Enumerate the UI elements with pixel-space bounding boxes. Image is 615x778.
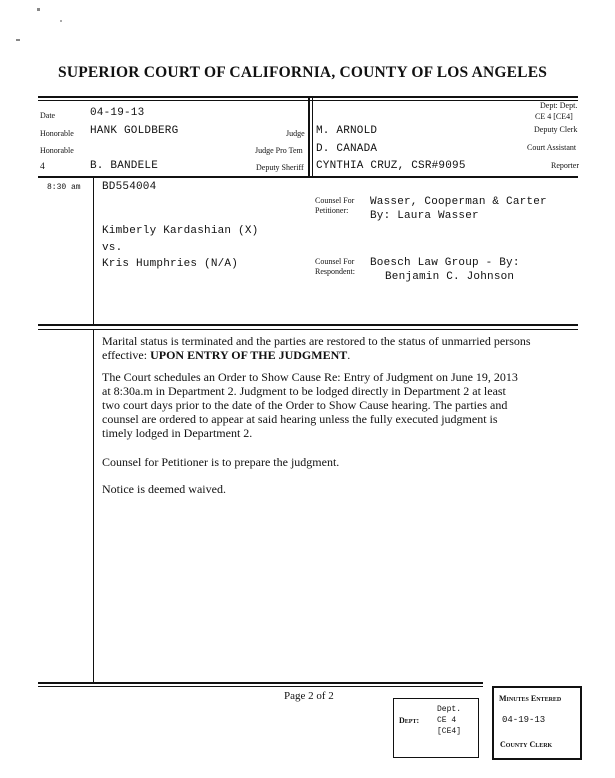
dept-value: CE 4 [CE4] [535, 112, 573, 121]
case-divider [93, 178, 94, 325]
scan-speck [16, 39, 20, 41]
honorable-value: HANK GOLDBERG [90, 125, 179, 137]
body-divider [93, 330, 94, 682]
case-time: 8:30 am [47, 183, 81, 192]
dept-label-1: Dept: [540, 101, 558, 110]
county-clerk-label: County Clerk [500, 740, 553, 749]
court-assistant-label: Court Assistant [527, 143, 577, 152]
dept-label [540, 101, 577, 110]
counsel-petitioner-line-1: Wasser, Cooperman & Carter [370, 196, 547, 208]
counsel-petitioner-label-2: Petitioner: [315, 206, 349, 215]
body-top-rule-thin [38, 329, 578, 330]
body-paragraph-2: The Court schedules an Order to Show Cause Re: Entry of Judgment on June 19, 2013 at 8:30a.m in Department 2. Judgment to be lodged directly in Department 2 at least two court days prior to the date of the Order to Show Cause hearing. The parties and counsel are ordered to appear at said hearing unless the fully executed judgment is timely lodged in Department 2. [102, 370, 518, 440]
judge-label: Judge [286, 129, 305, 138]
body-p1-bold: UPON ENTRY OF THE JUDGMENT [150, 348, 348, 362]
body-paragraph-4: Notice is deemed waived. [102, 482, 226, 496]
case-number: BD554004 [102, 181, 157, 193]
minutes-entered-label: Minutes Entered [499, 694, 562, 703]
deputy-clerk-label: Deputy Clerk [534, 125, 578, 134]
footer-dept-line-3: [CE4] [437, 727, 462, 736]
body-paragraph-3: Counsel for Petitioner is to prepare the judgment. [102, 455, 340, 469]
footer-dept-box [393, 698, 479, 758]
scan-speck [37, 8, 40, 11]
footer-dept-label: Dept: [399, 716, 420, 725]
judge-pro-tem-label: Judge Pro Tem [255, 146, 303, 155]
dept-label-2: Dept. [559, 101, 578, 110]
header-divider-right [312, 96, 313, 176]
header-bottom-rule [38, 176, 578, 178]
footer-top-rule [38, 682, 483, 684]
body-p1-end: . [347, 348, 351, 362]
reporter-value: CYNTHIA CRUZ, CSR#9095 [316, 160, 466, 172]
footer-dept-word: Dept. [437, 705, 462, 714]
counsel-petitioner-label-1: Counsel For [315, 196, 355, 205]
honorable2-label: Honorable [40, 146, 74, 155]
counsel-respondent-label-1: Counsel For [315, 257, 355, 266]
counsel-petitioner-line-2: By: Laura Wasser [370, 210, 479, 222]
footer-dept-line-2: CE 4 [437, 716, 457, 725]
body-paragraph-1 [102, 334, 532, 362]
counsel-respondent-line-2: Benjamin C. Johnson [385, 271, 515, 283]
deputy-clerk-value: M. ARNOLD [316, 125, 378, 137]
petitioner-name: Kimberly Kardashian (X) [102, 225, 259, 237]
honorable-label: Honorable [40, 129, 74, 138]
deputy-sheriff-value: B. BANDELE [90, 160, 159, 172]
dept-number: 4 [40, 162, 45, 172]
page-number: Page 2 of 2 [284, 690, 334, 702]
respondent-name: Kris Humphries (N/A) [102, 258, 239, 270]
body-p1-text: Marital status is terminated and the parties are restored to the status of unmarried persons effective: [102, 334, 531, 362]
scan-speck [60, 20, 62, 22]
vs-label: vs. [102, 242, 123, 254]
date-label: Date [40, 111, 56, 120]
header-divider-left [308, 96, 310, 176]
date-value: 04-19-13 [90, 107, 145, 119]
body-top-rule [38, 324, 578, 326]
deputy-sheriff-label: Deputy Sheriff [256, 163, 304, 172]
page-title: SUPERIOR COURT OF CALIFORNIA, COUNTY OF LOS ANGELES [58, 64, 548, 81]
court-assistant-value: D. CANADA [316, 143, 378, 155]
footer-top-rule-thin [38, 686, 483, 687]
counsel-respondent-line-1: Boesch Law Group - By: [370, 257, 520, 269]
counsel-respondent-label-2: Respondent: [315, 267, 355, 276]
reporter-label: Reporter [551, 161, 579, 170]
minutes-date: 04-19-13 [502, 715, 546, 725]
